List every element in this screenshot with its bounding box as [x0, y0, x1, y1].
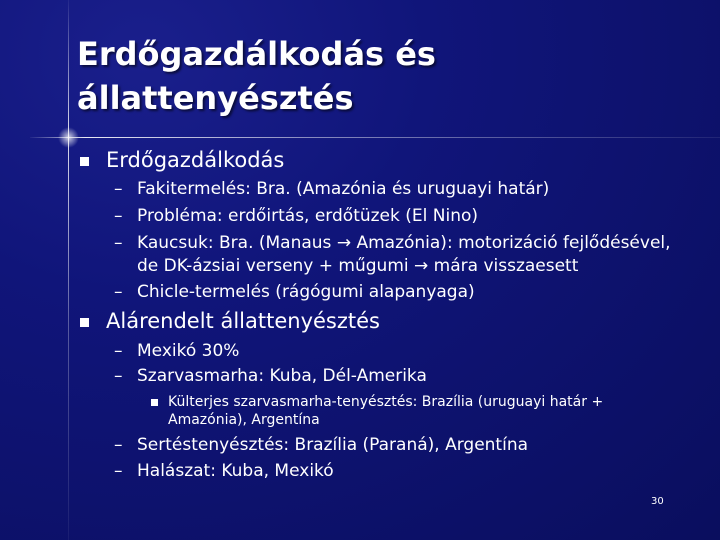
list-item: Sertéstenyésztés: Brazília (Paraná), Argentína [137, 435, 529, 455]
sub-list-item: Külterjes szarvasmarha-tenyésztés: Brazília (uruguayi határ + [168, 394, 604, 410]
list-item: Chicle-termelés (rágógumi alapanyaga) [137, 282, 475, 302]
slide-title-line-1: Erdőgazdálkodás és [77, 35, 436, 73]
sub-list-item-continuation: Amazónia), Argentína [168, 412, 320, 428]
dash-bullet-icon: – [114, 435, 123, 455]
dash-bullet-icon: – [114, 233, 123, 253]
dash-bullet-icon: – [114, 179, 123, 199]
list-item: Halászat: Kuba, Mexikó [137, 461, 334, 481]
list-item: Kaucsuk: Bra. (Manaus → Amazónia): motorizáció fejlődésével, [137, 233, 671, 253]
dash-bullet-icon: – [114, 366, 123, 386]
square-bullet-icon [80, 157, 89, 166]
square-bullet-icon [151, 399, 158, 406]
dash-bullet-icon: – [114, 206, 123, 226]
list-item: Szarvasmarha: Kuba, Dél-Amerika [137, 366, 427, 386]
list-item: Fakitermelés: Bra. (Amazónia és uruguayi határ) [137, 179, 550, 199]
page-number: 30 [651, 496, 664, 507]
list-item: Mexikó 30% [137, 341, 240, 361]
dash-bullet-icon: – [114, 282, 123, 302]
section-heading-forestry: Erdőgazdálkodás [106, 148, 285, 172]
list-item-continuation: de DK-ázsiai verseny + műgumi → mára visszaesett [137, 256, 579, 276]
square-bullet-icon [80, 318, 89, 327]
section-heading-livestock: Alárendelt állattenyésztés [106, 309, 380, 333]
dash-bullet-icon: – [114, 461, 123, 481]
dash-bullet-icon: – [114, 341, 123, 361]
slide-title-line-2: állattenyésztés [77, 79, 354, 117]
list-item: Probléma: erdőirtás, erdőtüzek (El Nino) [137, 206, 479, 226]
